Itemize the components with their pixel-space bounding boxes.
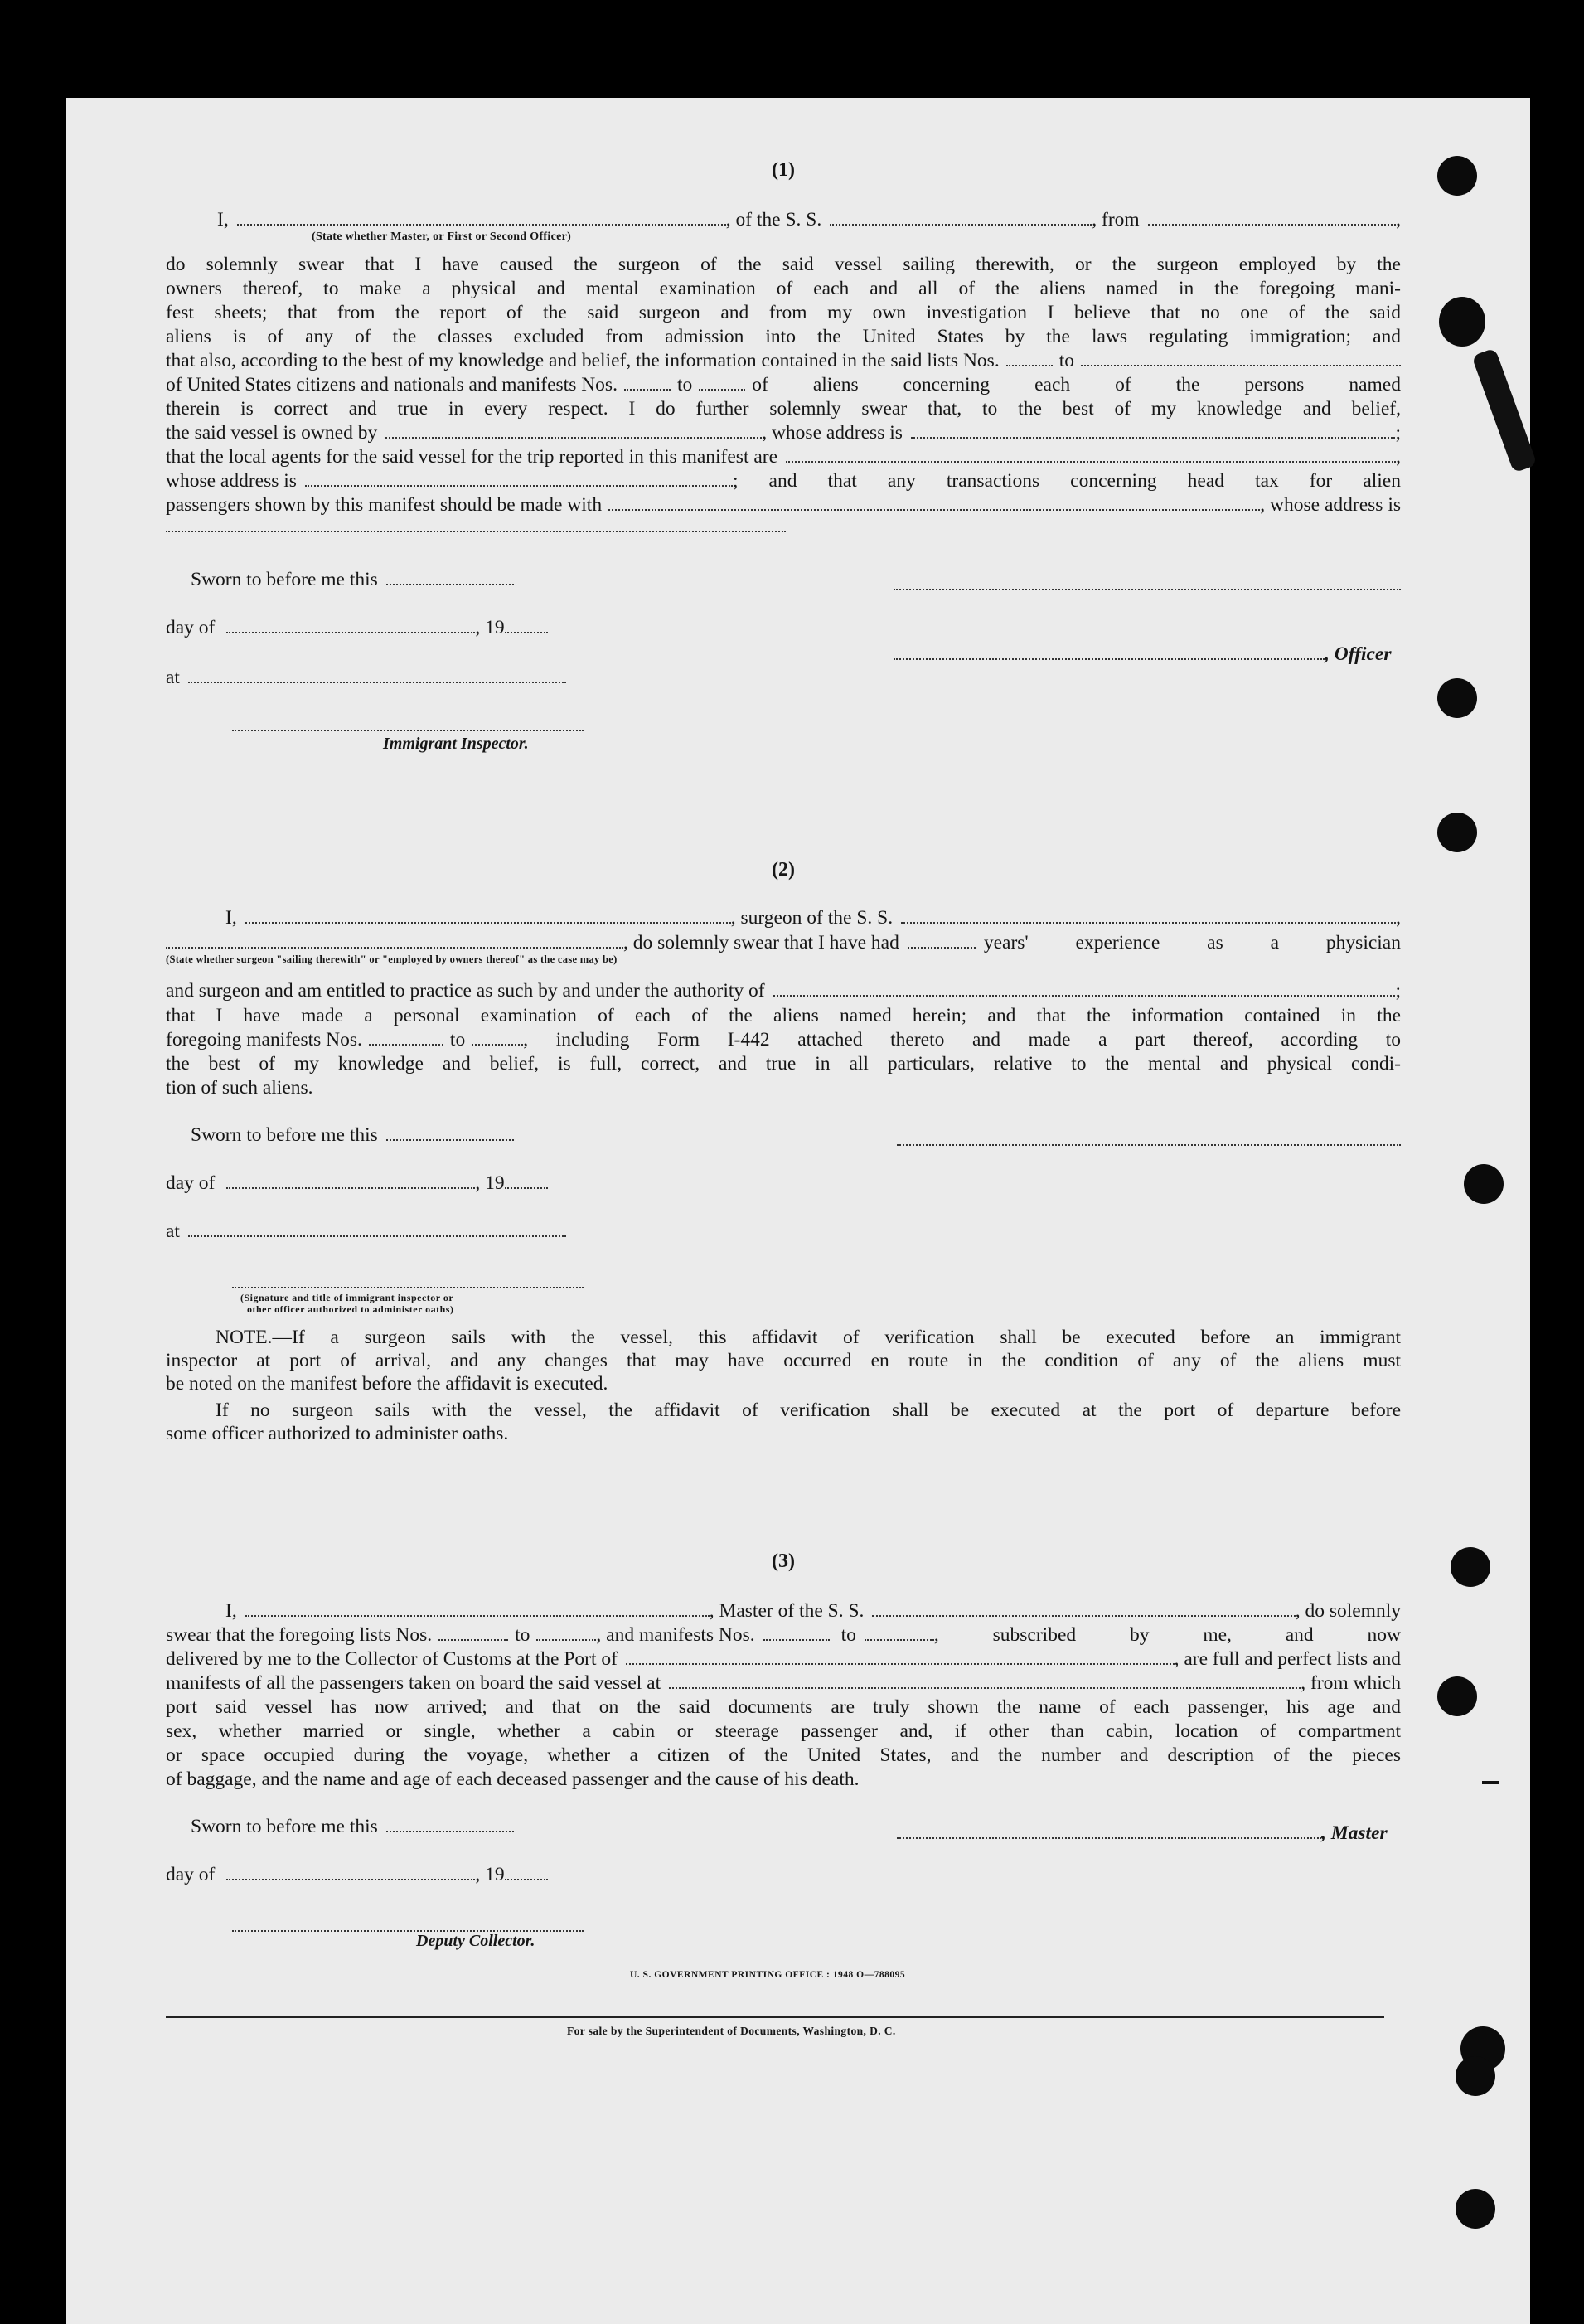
- punch-hole: [1439, 297, 1485, 347]
- official-signature-field[interactable]: [232, 1270, 584, 1288]
- punch-hole: [1464, 1164, 1504, 1204]
- body-line: foregoing manifests Nos. to , including Form I-442 attached thereto and made a part thereof, according to: [166, 1029, 1401, 1050]
- rank-field[interactable]: [237, 207, 726, 226]
- agent-address-field[interactable]: [305, 468, 733, 487]
- manifest-no-from-field[interactable]: [624, 372, 671, 391]
- section-number: (1): [772, 159, 795, 181]
- vessel-name-field[interactable]: [872, 1599, 1295, 1617]
- field-caption: (State whether Master, or First or Second Officer): [312, 230, 572, 243]
- sworn-line: Sworn to before me this: [191, 1123, 514, 1147]
- signature-caption: other officer authorized to administer oaths): [247, 1303, 454, 1315]
- section2-line2: , do solemnly swear that I have had years' experience as a physician: [166, 930, 1401, 955]
- section3-line1: I, , Master of the S. S. , do solemnly: [225, 1600, 1401, 1622]
- place-field[interactable]: [188, 1219, 566, 1237]
- edge-mark: [1482, 1781, 1499, 1784]
- body-line: therein is correct and true in every respect. I do further solemnly swear that, to the best of my knowledge and belief,: [166, 398, 1401, 420]
- body-line: port said vessel has now arrived; and that on the said documents are truly shown the name of each passenger, his age and: [166, 1696, 1401, 1718]
- year-field[interactable]: [505, 1862, 548, 1880]
- vessel-name-field[interactable]: [830, 207, 1092, 226]
- section3-line3: delivered by me to the Collector of Customs at the Port of , are full and perfect lists and: [166, 1648, 1401, 1670]
- owner-address-field[interactable]: [911, 420, 1396, 439]
- note-line: be noted on the manifest before the affidavit is executed.: [166, 1373, 608, 1395]
- officer-line: , Officer: [894, 642, 1391, 666]
- section2-line1: I, , surgeon of the S. S. ,: [225, 907, 1401, 929]
- day-of-line: day of , 19: [166, 615, 548, 639]
- inspector-signature-field[interactable]: [232, 713, 584, 731]
- master-name-field[interactable]: [245, 1599, 710, 1617]
- officer-signature-field[interactable]: [894, 572, 1401, 590]
- at-line: at: [166, 665, 566, 689]
- body-line: that I have made a personal examination of each of the aliens named herein; and that the information contained in the: [166, 1005, 1401, 1026]
- section3-line4: manifests of all the passengers taken on board the said vessel at , from which: [166, 1672, 1401, 1694]
- at-line: at: [166, 1219, 566, 1243]
- body-line: the said vessel is owned by , whose address is ;: [166, 422, 1401, 444]
- note-line: NOTE.—If a surgeon sails with the vessel, this affidavit of verification shall be executed before an immigrant: [216, 1327, 1401, 1348]
- footer-rule: [166, 2016, 1384, 2018]
- surgeon-name-field[interactable]: [245, 905, 731, 924]
- body-line: that also, according to the best of my knowledge and belief, the information contained in the said lists Nos. to: [166, 348, 1401, 373]
- month-field[interactable]: [226, 1171, 475, 1189]
- punch-hole: [1437, 1676, 1477, 1716]
- list-no-to-field[interactable]: [536, 1623, 596, 1641]
- body-line: of baggage, and the name and age of each deceased passenger and the cause of his death.: [166, 1768, 860, 1790]
- sworn-date-field[interactable]: [386, 1123, 514, 1141]
- printing-office-note: U. S. GOVERNMENT PRINTING OFFICE : 1948 O—788095: [630, 1970, 906, 1980]
- sale-note: For sale by the Superintendent of Documents, Washington, D. C.: [567, 2025, 896, 2037]
- manifest-no-to-field[interactable]: [865, 1623, 934, 1641]
- sworn-line: Sworn to before me this: [191, 567, 514, 591]
- body-line: do solemnly swear that I have caused the surgeon of the said vessel sailing therewith, or the surgeon employed by the: [166, 254, 1401, 275]
- punch-hole: [1437, 156, 1477, 196]
- port-field[interactable]: [626, 1647, 1175, 1665]
- officer-name-field[interactable]: [894, 642, 1325, 660]
- local-agents-field[interactable]: [786, 444, 1396, 463]
- punch-hole: [1456, 2189, 1495, 2229]
- boarding-port-field[interactable]: [669, 1671, 1301, 1689]
- punch-hole: [1451, 1547, 1490, 1587]
- owner-field[interactable]: [385, 420, 762, 439]
- surgeon-status-field[interactable]: [166, 930, 623, 949]
- years-experience-field[interactable]: [908, 930, 976, 949]
- master-signature-field[interactable]: [897, 1821, 1321, 1839]
- body-line: and surgeon and am entitled to practice as such by and under the authority of ;: [166, 980, 1401, 1002]
- body-line: owners thereof, to make a physical and mental examination of each and all of the aliens named in the foregoing mani-: [166, 278, 1401, 299]
- field-caption: (State whether surgeon "sailing therewith" or "employed by owners thereof" as the case may be): [166, 953, 618, 965]
- section3-line2: swear that the foregoing lists Nos. to , and manifests Nos. to , subscribed by me, and now: [166, 1624, 1401, 1646]
- surgeon-signature-field[interactable]: [897, 1128, 1401, 1146]
- signature-caption: (Signature and title of immigrant inspector or: [240, 1292, 454, 1303]
- punch-hole: [1456, 2056, 1495, 2096]
- day-of-line: day of , 19: [166, 1171, 548, 1195]
- body-line: or space occupied during the voyage, whether a citizen of the United States, and the number and description of the pieces: [166, 1744, 1401, 1766]
- note-line: If no surgeon sails with the vessel, the affidavit of verification shall be executed at the port of departure before: [216, 1400, 1401, 1421]
- month-field[interactable]: [226, 1862, 475, 1880]
- vessel-name-field[interactable]: [901, 905, 1396, 924]
- authority-field[interactable]: [773, 978, 1396, 997]
- body-line: whose address is ; and that any transactions concerning head tax for alien: [166, 470, 1401, 492]
- deputy-signature-field[interactable]: [232, 1914, 584, 1932]
- body-line: the best of my knowledge and belief, is full, correct, and true in all particulars, relative to the mental and physical condi-: [166, 1053, 1401, 1075]
- month-field[interactable]: [226, 615, 475, 633]
- day-of-line: day of , 19: [166, 1862, 548, 1886]
- year-field[interactable]: [505, 1171, 548, 1189]
- deputy-caption: Deputy Collector.: [416, 1932, 535, 1950]
- list-no-from-field[interactable]: [438, 1623, 508, 1641]
- body-line: passengers shown by this manifest should be made with , whose address is: [166, 494, 1401, 516]
- sworn-line: Sworn to before me this: [191, 1814, 514, 1838]
- sworn-date-field[interactable]: [386, 567, 514, 585]
- punch-hole: [1437, 813, 1477, 852]
- head-tax-contact-field[interactable]: [608, 492, 1260, 511]
- section1-line1: I, , of the S. S. , from ,: [217, 209, 1401, 230]
- sworn-date-field[interactable]: [386, 1814, 514, 1832]
- body-line: aliens is of any of the classes excluded from admission into the United States by the laws regulating immigration; and: [166, 326, 1401, 347]
- body-line: tion of such aliens.: [166, 1077, 313, 1099]
- body-line: of United States citizens and nationals and manifests Nos. to of aliens concerning each of the persons named: [166, 374, 1401, 395]
- body-line: sex, whether married or single, whether a cabin or steerage passenger and, if other than cabin, location of compartment: [166, 1720, 1401, 1742]
- section-number: (2): [772, 859, 795, 881]
- section-number: (3): [772, 1550, 795, 1572]
- body-line: fest sheets; that from the report of the said surgeon and from my own investigation I believe that no one of the said: [166, 302, 1401, 323]
- note-line: some officer authorized to administer oaths.: [166, 1423, 509, 1444]
- punch-hole: [1437, 678, 1477, 718]
- inspector-caption: Immigrant Inspector.: [383, 735, 529, 753]
- whose-address-continued-field[interactable]: [166, 514, 786, 532]
- master-line: , Master: [897, 1821, 1388, 1845]
- note-line: inspector at port of arrival, and any changes that may have occurred en route in the condition of any of the aliens must: [166, 1350, 1401, 1371]
- from-port-field[interactable]: [1148, 207, 1396, 226]
- manifest-no-to-field[interactable]: [699, 372, 745, 391]
- list-no-from-field[interactable]: [1006, 348, 1053, 366]
- manifest-no-to-field[interactable]: [472, 1027, 523, 1046]
- manifest-no-from-field[interactable]: [369, 1027, 443, 1046]
- body-line: that the local agents for the said vessel for the trip reported in this manifest are ,: [166, 446, 1401, 468]
- list-no-to-field[interactable]: [1081, 348, 1401, 366]
- manifest-no-from-field[interactable]: [763, 1623, 830, 1641]
- year-field[interactable]: [505, 615, 548, 633]
- place-field[interactable]: [188, 665, 566, 683]
